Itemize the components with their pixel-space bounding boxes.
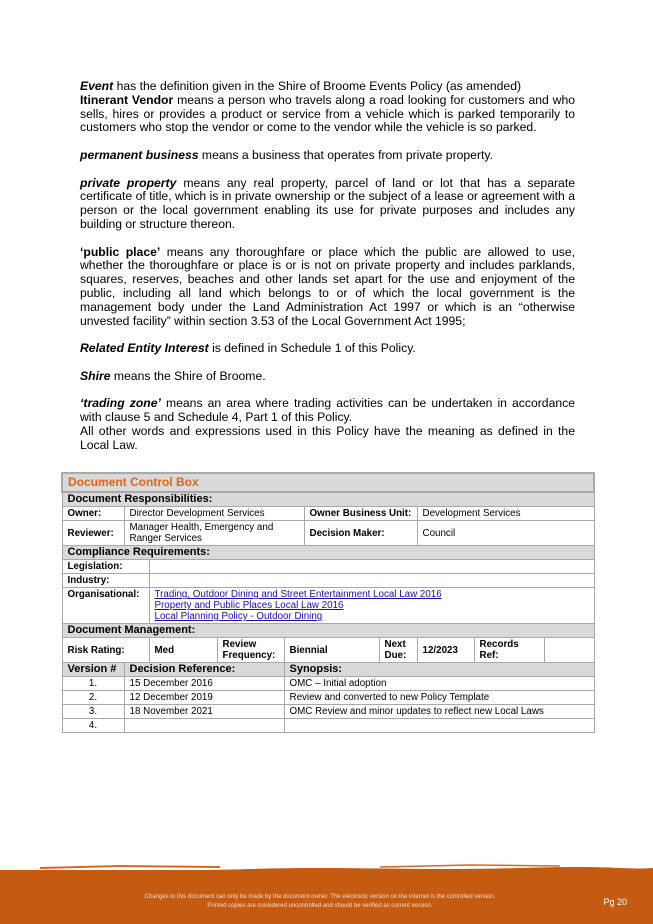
version-header: Version # xyxy=(62,663,124,677)
definitions-section xyxy=(80,80,575,453)
records-ref-value xyxy=(544,638,594,663)
organisational-links xyxy=(149,588,594,624)
next-due-value: 12/2023 xyxy=(417,638,474,663)
reviewer-value: Manager Health, Emergency and Ranger Services xyxy=(124,521,304,546)
synopsis: Review and converted to new Policy Template xyxy=(284,691,594,705)
version-row xyxy=(62,691,594,705)
definition-permanent-business: permanent business means a business that operates from private property. xyxy=(80,147,493,162)
link-outdoor-dining-policy[interactable]: Local Planning Policy - Outdoor Dining xyxy=(154,611,323,622)
document-control-box xyxy=(61,472,595,733)
version-number: 1. xyxy=(62,677,124,691)
link-trading-local-law[interactable]: Trading, Outdoor Dining and Street Entertainment Local Law 2016 xyxy=(154,589,442,600)
version-row xyxy=(62,705,594,719)
review-frequency-value: Biennial xyxy=(284,638,379,663)
decision-maker-value: Council xyxy=(417,521,594,546)
industry-value xyxy=(149,574,594,588)
risk-rating-value: Med xyxy=(149,638,217,663)
definition-event: Event has the definition given in the Shire of Broome Events Policy (as amended) xyxy=(80,79,522,93)
organisational-label: Organisational: xyxy=(62,588,149,624)
closing-text: All other words and expressions used in this Policy have the meaning as defined in the Local Law. xyxy=(80,423,575,452)
compliance-heading: Compliance Requirements: xyxy=(62,546,594,560)
definition-itinerant-vendor: Itinerant Vendor means a person who travels along a road looking for customers and who sells, hires or provides a product or service from a vehicle which is parked temporarily to customers who stop the vendor or come to the vendor while the vehicle is so parked. xyxy=(80,92,575,135)
responsibilities-heading: Document Responsibilities: xyxy=(62,492,594,507)
decision-reference: 15 December 2016 xyxy=(124,677,284,691)
definition-shire: Shire means the Shire of Broome. xyxy=(80,368,266,383)
synopsis xyxy=(284,719,594,733)
legislation-label: Legislation: xyxy=(62,560,149,574)
decision-reference xyxy=(124,719,284,733)
dcb-title: Document Control Box xyxy=(62,473,594,492)
management-heading: Document Management: xyxy=(62,624,594,638)
decision-reference: 12 December 2019 xyxy=(124,691,284,705)
industry-label: Industry: xyxy=(62,574,149,588)
page-number: Pg 20 xyxy=(603,897,627,907)
risk-rating-label: Risk Rating: xyxy=(62,638,149,663)
version-number: 2. xyxy=(62,691,124,705)
owner-value: Director Development Services xyxy=(124,507,304,521)
owner-business-unit-value: Development Services xyxy=(417,507,594,521)
version-row xyxy=(62,677,594,691)
synopsis: OMC Review and minor updates to reflect new Local Laws xyxy=(284,705,594,719)
owner-label: Owner: xyxy=(62,507,124,521)
link-property-public-places-local-law[interactable]: Property and Public Places Local Law 2016 xyxy=(154,600,344,611)
decision-reference-header: Decision Reference: xyxy=(124,663,284,677)
version-number: 4. xyxy=(62,719,124,733)
review-frequency-label: Review Frequency: xyxy=(217,638,284,663)
legislation-value xyxy=(149,560,594,574)
reviewer-label: Reviewer: xyxy=(62,521,124,546)
synopsis-header: Synopsis: xyxy=(284,663,594,677)
version-row xyxy=(62,719,594,733)
definition-public-place: ‘public place’ means any thoroughfare or place which the public are allowed to use, whether the thoroughfare or place is or is not on private property and includes parklands, squares, reserves, beaches and other lands set apart for the use and enjoyment of the public, including all land which belongs to or of which the local government is the management body under the Land Administration Act 1997 or which is an “otherwise unvested facility” within section 3.53 of the Local Government Act 1995; xyxy=(80,244,575,328)
records-ref-label: Records Ref: xyxy=(474,638,544,663)
definition-private-property: private property means any real property, parcel of land or lot that has a separate certificate of title, which is in private ownership or the subject of a lease or agreement with a person or the local government enabling its use for private purposes and includes any building or structure thereon. xyxy=(80,175,575,231)
decision-maker-label: Decision Maker: xyxy=(304,521,417,546)
synopsis: OMC – Initial adoption xyxy=(284,677,594,691)
version-number: 3. xyxy=(62,705,124,719)
footer-disclaimer: Changes to this document can only be made by the document owner. The electronic version on the internet is the controlled version. Printed copies are considered uncontrolled and should be verified as current version. xyxy=(144,894,496,909)
definition-trading-zone: ‘trading zone’ means an area where trading activities can be undertaken in accordance with clause 5 and Schedule 4, Part 1 of this Policy. xyxy=(80,396,576,425)
decision-reference: 18 November 2021 xyxy=(124,705,284,719)
definition-related-entity-interest: Related Entity Interest is defined in Schedule 1 of this Policy. xyxy=(80,341,416,356)
owner-business-unit-label: Owner Business Unit: xyxy=(304,507,417,521)
next-due-label: Next Due: xyxy=(379,638,417,663)
